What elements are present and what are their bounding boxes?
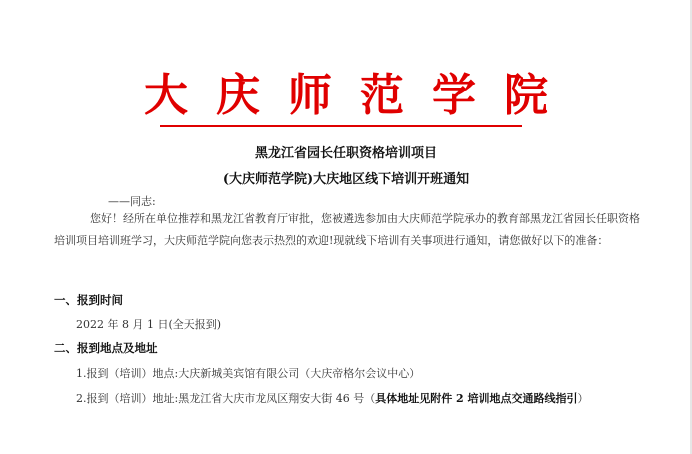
section-heading-registration-time: 一、报到时间 (54, 293, 123, 307)
school-header-title: 大庆师范学院 (144, 70, 576, 121)
registration-address (76, 390, 589, 406)
section-heading-registration-location: 二、报到地点及地址 (54, 341, 158, 355)
address-text: 2.报到（培训）地址:黑龙江省大庆市龙凤区翔安大街 46 号（ (76, 392, 376, 405)
header-red-rule (160, 125, 522, 127)
intro-paragraph: 您好！经所在单位推荐和黑龙江省教育厅审批，您被遴选参加由大庆师范学院承办的教育部黑龙江省园长任职资格培训项目培训班学习，大庆师范学院向您表示热烈的欢迎!现就线下培训有关事项进行通知，请您做好以下的准备： (54, 212, 640, 247)
notice-title-line-2: (大庆师范学院)大庆地区线下培训开班通知 (222, 172, 470, 187)
notice-title-line-1: 黑龙江省园长任职资格培训项目 (254, 146, 437, 161)
salutation: ——同志: (108, 195, 156, 208)
registration-venue: 1.报到（培训）地点:大庆新城美宾馆有限公司（大庆帝格尔会议中心） (76, 367, 421, 380)
registration-date: 2022 年 8 月 1 日(全天报到) (76, 318, 222, 331)
address-note-bold: 具体地址见附件 2 培训地点交通路线指引 (375, 392, 578, 405)
address-tail: ） (577, 392, 589, 405)
